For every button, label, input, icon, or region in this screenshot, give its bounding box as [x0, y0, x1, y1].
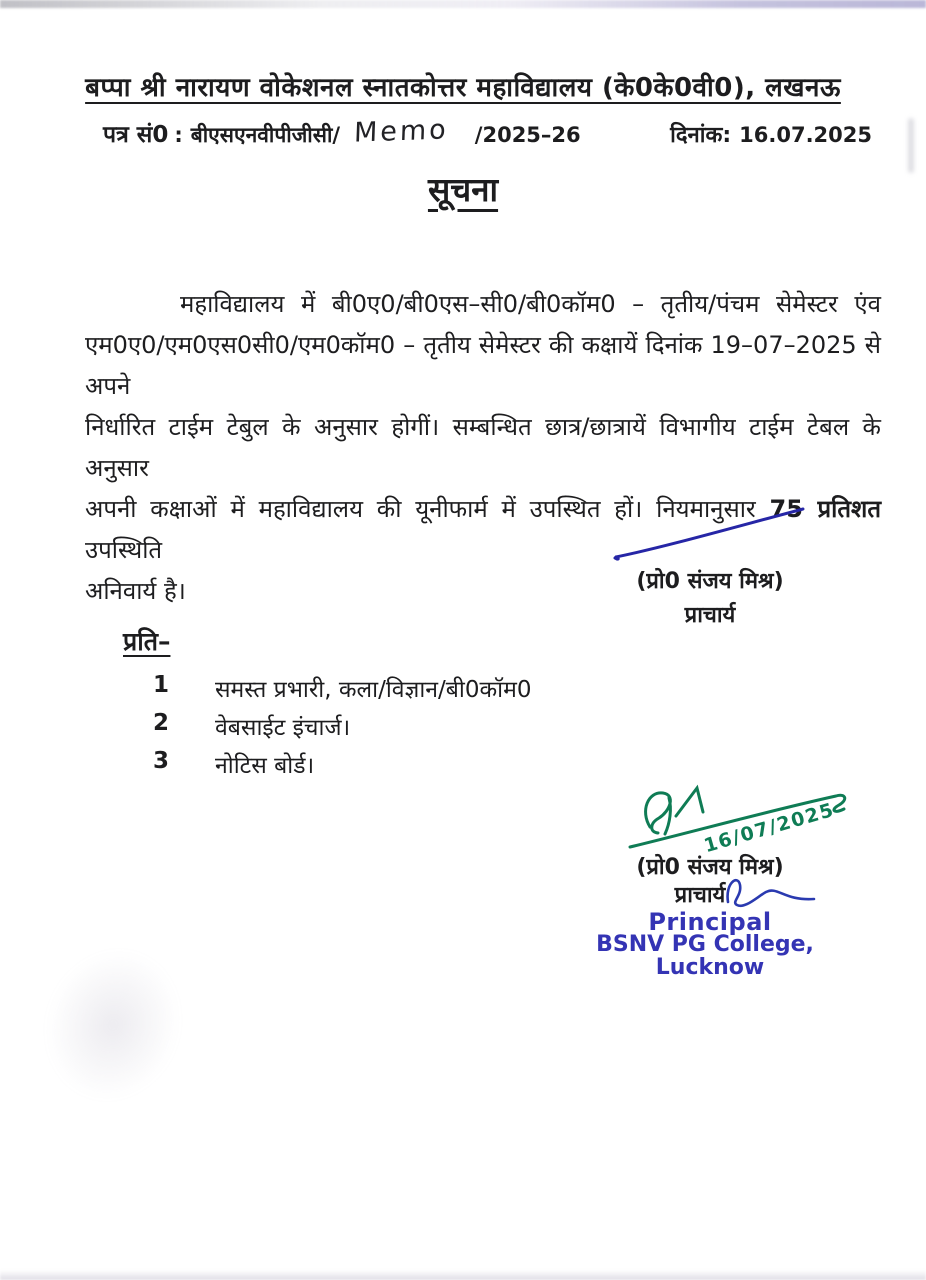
stamp-city: Lucknow [655, 955, 765, 980]
scan-smudge-artifact [26, 932, 199, 1117]
college-title-text: बप्पा श्री नारायण वोकेशनल स्नातकोत्तर महाविद्यालय (के0के0वी0), लखनऊ [85, 73, 841, 103]
date-label: दिनांक: [670, 123, 732, 148]
letter-date [670, 119, 872, 149]
copy-item-number: 1 [153, 672, 170, 698]
copy-item-text: समस्त प्रभारी, कला/विज्ञान/बी0कॉम0 [215, 677, 532, 703]
list-item [123, 710, 532, 742]
college-title [0, 68, 926, 104]
letter-number-colon: : [174, 123, 183, 147]
body-line-3: निर्धारित टाईम टेबुल के अनुसार होगीं। सम्बन्धित छात्र/छात्रायें विभागीय टाईम टेबल के अनुसार [85, 413, 881, 482]
letter-number [103, 114, 581, 149]
signature-squiggle-blue [718, 871, 818, 911]
signatory-name-top: (प्रो0 संजय मिश्र) [636, 569, 784, 594]
body-line-2: एम0ए0/एम0एस0सी0/एम0कॉम0 – तृतीय सेमेस्टर की कक्षायें दिनांक 19–07–2025 से अपने [85, 331, 881, 400]
copy-item-number: 3 [153, 748, 170, 774]
body-line-4-post: उपस्थिति [85, 536, 163, 564]
copies-section [123, 624, 532, 786]
list-item [123, 748, 532, 780]
notice-title [0, 166, 926, 211]
letter-number-label: पत्र सं0 [103, 122, 169, 148]
scan-edge-artifact-bottom [0, 1270, 926, 1280]
copies-label: प्रति– [123, 627, 171, 656]
notice-title-text: सूचना [427, 170, 499, 209]
body-line-1: महाविद्यालय में बी0ए0/बी0एस–सी0/बी0कॉम0 – तृतीय/पंचम सेमेस्टर एंव [180, 290, 881, 318]
signatory-name-bottom: (प्रो0 संजय मिश्र) [636, 855, 784, 880]
principal-signature-block-top [598, 505, 822, 629]
scan-mark-artifact [908, 118, 914, 173]
attendance-percentage: 75 प्रतिशत [769, 495, 882, 523]
signature-stroke-blue [610, 505, 810, 563]
letter-number-prefix: बीएसएनवीपीजीसी/ [190, 123, 341, 147]
handwritten-memo-text: Memo [353, 114, 450, 149]
letter-number-year: /2025–26 [474, 123, 581, 147]
reference-row [103, 114, 872, 149]
stamp-college: BSNV PG College, [596, 932, 814, 957]
copies-list [123, 672, 532, 780]
body-line-5: अनिवार्य है। [85, 577, 186, 605]
copy-item-text: नोटिस बोर्ड। [215, 753, 315, 779]
signatory-designation-top: प्राचार्य [684, 603, 736, 628]
signatory-designation-bottom: प्राचार्य [674, 883, 726, 908]
body-line-4-pre: अपनी कक्षाओं में महाविद्यालय की यूनीफार्म में उपस्थित हों। नियमानुसार [85, 495, 756, 523]
stamp-title: Principal [648, 908, 772, 936]
scan-edge-artifact-top [0, 0, 926, 8]
handwritten-date: 16/07/2025 [701, 798, 838, 858]
list-item [123, 672, 532, 704]
copy-item-number: 2 [153, 710, 170, 736]
date-value: 16.07.2025 [739, 123, 872, 147]
copy-item-text: वेबसाईट इंचार्ज। [215, 715, 351, 741]
